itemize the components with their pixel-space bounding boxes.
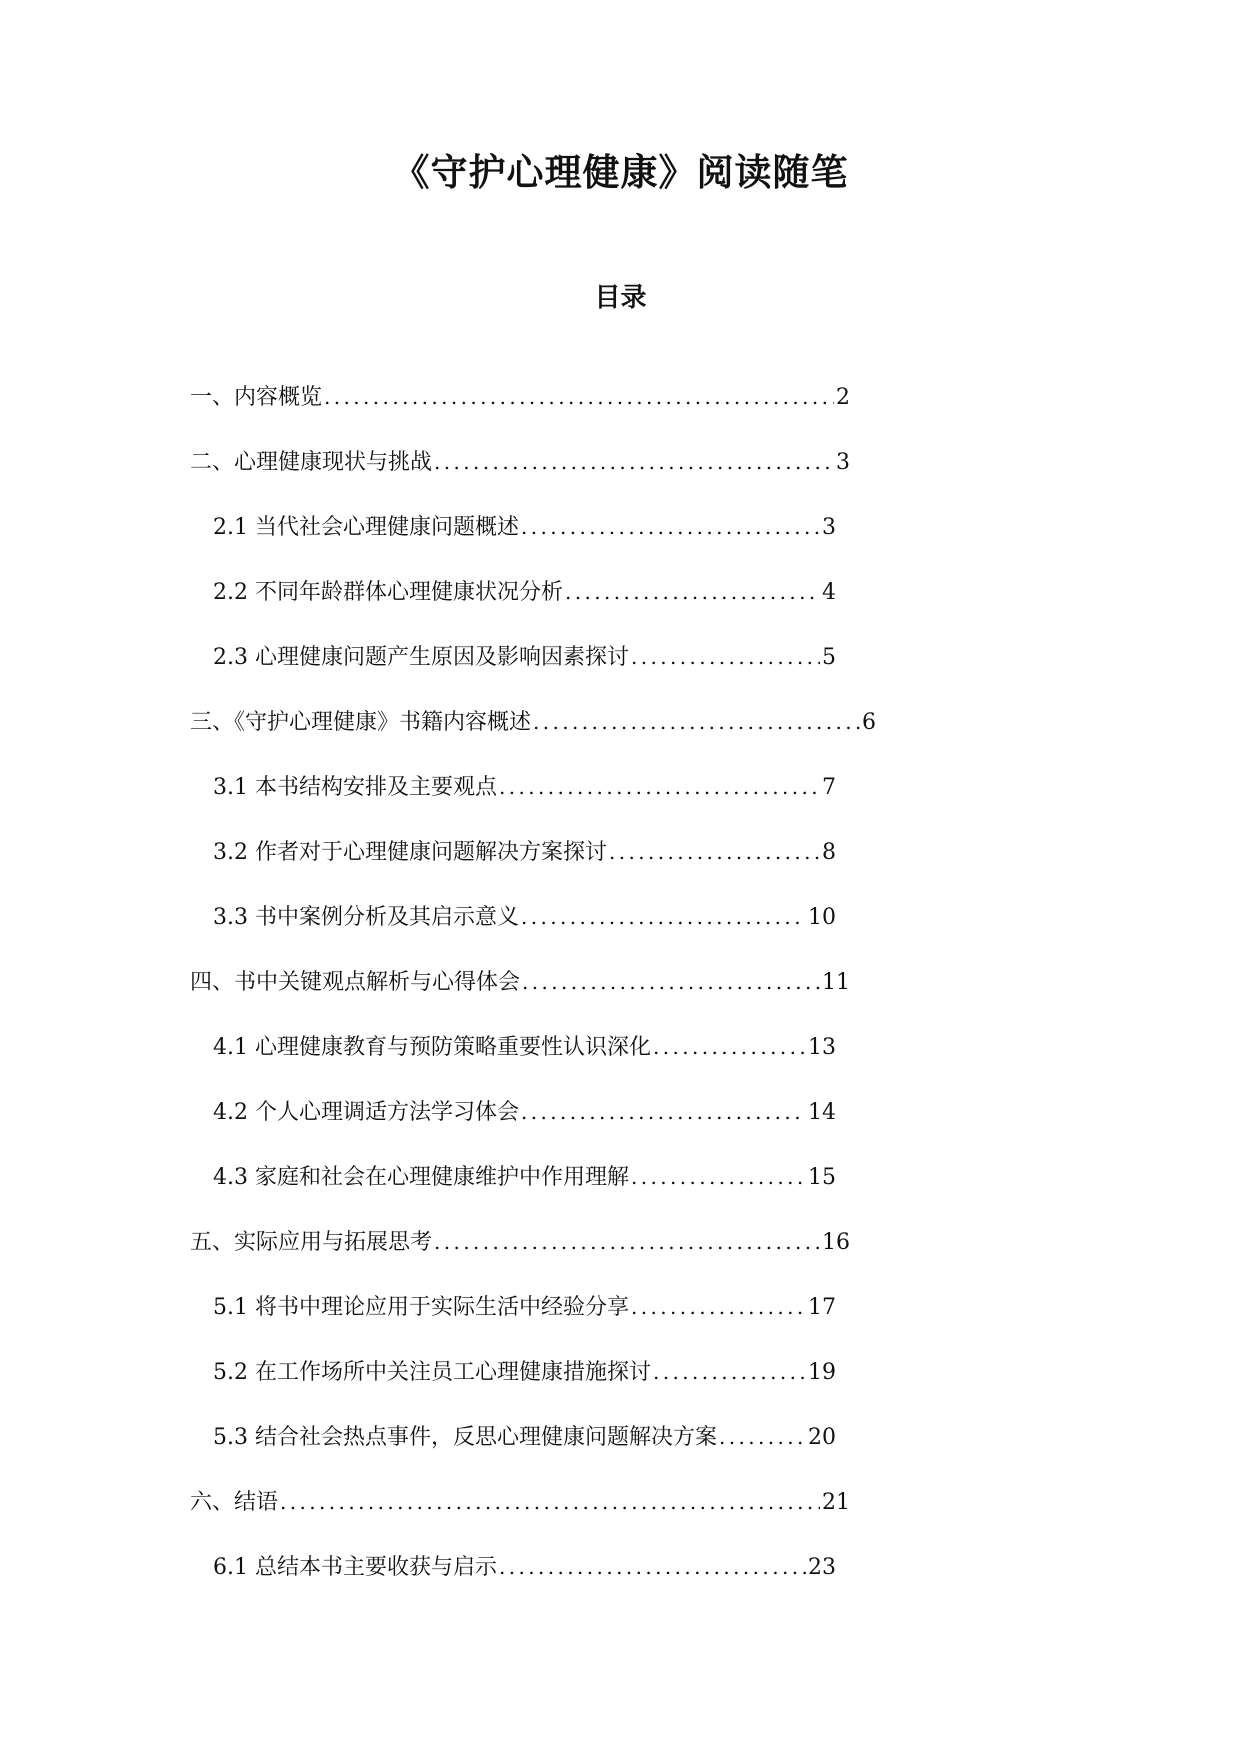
toc-leader-dots <box>629 1162 806 1192</box>
toc-entry-label: 3.1 本书结构安排及主要观点 <box>213 775 497 800</box>
toc-entry[interactable] <box>213 512 836 542</box>
toc-entry[interactable] <box>213 1422 836 1452</box>
toc-entry-page: 15 <box>808 1165 836 1190</box>
toc-entry[interactable] <box>213 902 836 932</box>
toc-entry[interactable] <box>213 1357 836 1387</box>
toc-leader-dots <box>519 902 806 932</box>
toc-leader-dots <box>497 1552 806 1582</box>
toc-entry-label: 5.1 将书中理论应用于实际生活中经验分享 <box>213 1295 629 1320</box>
toc-entry-label: 5.3 结合社会热点事件，反思心理健康问题解决方案 <box>213 1425 717 1450</box>
toc-heading: 目录 <box>594 283 647 313</box>
toc-entry-label: 3.2 作者对于心理健康问题解决方案探讨 <box>213 840 607 865</box>
toc-entry-label: 4.2 个人心理调适方法学习体会 <box>213 1100 519 1125</box>
toc-entry-label: 5.2 在工作场所中关注员工心理健康措施探讨 <box>213 1360 651 1385</box>
toc-entry[interactable] <box>213 1162 836 1192</box>
toc-entry[interactable] <box>213 1552 836 1582</box>
toc-leader-dots <box>563 577 820 607</box>
toc-leader-dots <box>497 772 820 802</box>
toc-leader-dots <box>651 1357 806 1387</box>
toc-entry-label: 二、心理健康现状与挑战 <box>190 450 433 475</box>
toc-entry-page: 10 <box>808 905 836 930</box>
toc-entry-page: 3 <box>822 515 836 540</box>
toc-entry[interactable] <box>213 1097 836 1127</box>
toc-entry-label: 2.2 不同年龄群体心理健康状况分析 <box>213 580 563 605</box>
toc-entry[interactable] <box>190 382 850 412</box>
toc-entry-label: 四、书中关键观点解析与心得体会 <box>190 970 521 995</box>
toc-entry-label: 4.1 心理健康教育与预防策略重要性认识深化 <box>213 1035 651 1060</box>
toc-leader-dots <box>520 967 820 997</box>
toc-entry-page: 19 <box>808 1360 836 1385</box>
toc-entry-page: 20 <box>808 1425 836 1450</box>
toc-entry-label: 2.3 心理健康问题产生原因及影响因素探讨 <box>213 645 629 670</box>
toc-entry-page: 3 <box>836 450 850 475</box>
toc-leader-dots <box>531 707 860 737</box>
toc-entry[interactable] <box>190 447 850 477</box>
toc-leader-dots <box>629 1292 806 1322</box>
toc-entry-page: 14 <box>808 1100 836 1125</box>
toc-entry-page: 16 <box>822 1230 850 1255</box>
toc-entry[interactable] <box>213 772 836 802</box>
toc-entry-page: 5 <box>822 645 836 670</box>
toc-leader-dots <box>519 512 820 542</box>
toc-entry-page: 11 <box>822 970 850 995</box>
toc-entry-label: 五、实际应用与拓展思考 <box>190 1230 433 1255</box>
toc-entry-label: 一、内容概览 <box>190 385 323 410</box>
toc-entry-label: 六、结语 <box>190 1490 279 1515</box>
toc-entry-page: 23 <box>808 1555 836 1580</box>
toc-leader-dots <box>432 447 834 477</box>
toc-entry[interactable] <box>190 1227 850 1257</box>
toc-leader-dots <box>651 1032 806 1062</box>
toc-entry-label: 6.1 总结本书主要收获与启示 <box>213 1555 497 1580</box>
toc-leader-dots <box>629 642 820 672</box>
toc-entry-label: 2.1 当代社会心理健康问题概述 <box>213 515 519 540</box>
toc-entry-page: 2 <box>836 385 850 410</box>
toc-leader-dots <box>607 837 820 867</box>
toc-entry[interactable] <box>213 1292 836 1322</box>
toc-entry-label: 3.3 书中案例分析及其启示意义 <box>213 905 519 930</box>
toc-entry-label: 三、《守护心理健康》书籍内容概述 <box>190 710 532 735</box>
toc-entry-label: 4.3 家庭和社会在心理健康维护中作用理解 <box>213 1165 629 1190</box>
toc-entry[interactable] <box>213 1032 836 1062</box>
toc-leader-dots <box>432 1227 820 1257</box>
document-title: 《守护心理健康》阅读随笔 <box>392 150 849 194</box>
toc-entry[interactable] <box>190 1487 850 1517</box>
toc-leader-dots <box>519 1097 806 1127</box>
toc-leader-dots <box>322 382 834 412</box>
toc-entry-page: 6 <box>862 710 876 735</box>
toc-entry-page: 13 <box>808 1035 836 1060</box>
toc-entry-page: 4 <box>822 580 836 605</box>
toc-entry[interactable] <box>190 967 850 997</box>
toc-entry[interactable] <box>190 707 876 737</box>
toc-leader-dots <box>717 1422 806 1452</box>
toc-entry[interactable] <box>213 642 836 672</box>
toc-entry-page: 21 <box>822 1490 850 1515</box>
toc-entry-page: 7 <box>822 775 836 800</box>
toc-entry[interactable] <box>213 837 836 867</box>
toc-leader-dots <box>278 1487 820 1517</box>
toc-entry-page: 8 <box>822 840 836 865</box>
toc-entry-page: 17 <box>808 1295 836 1320</box>
toc-entry[interactable] <box>213 577 836 607</box>
